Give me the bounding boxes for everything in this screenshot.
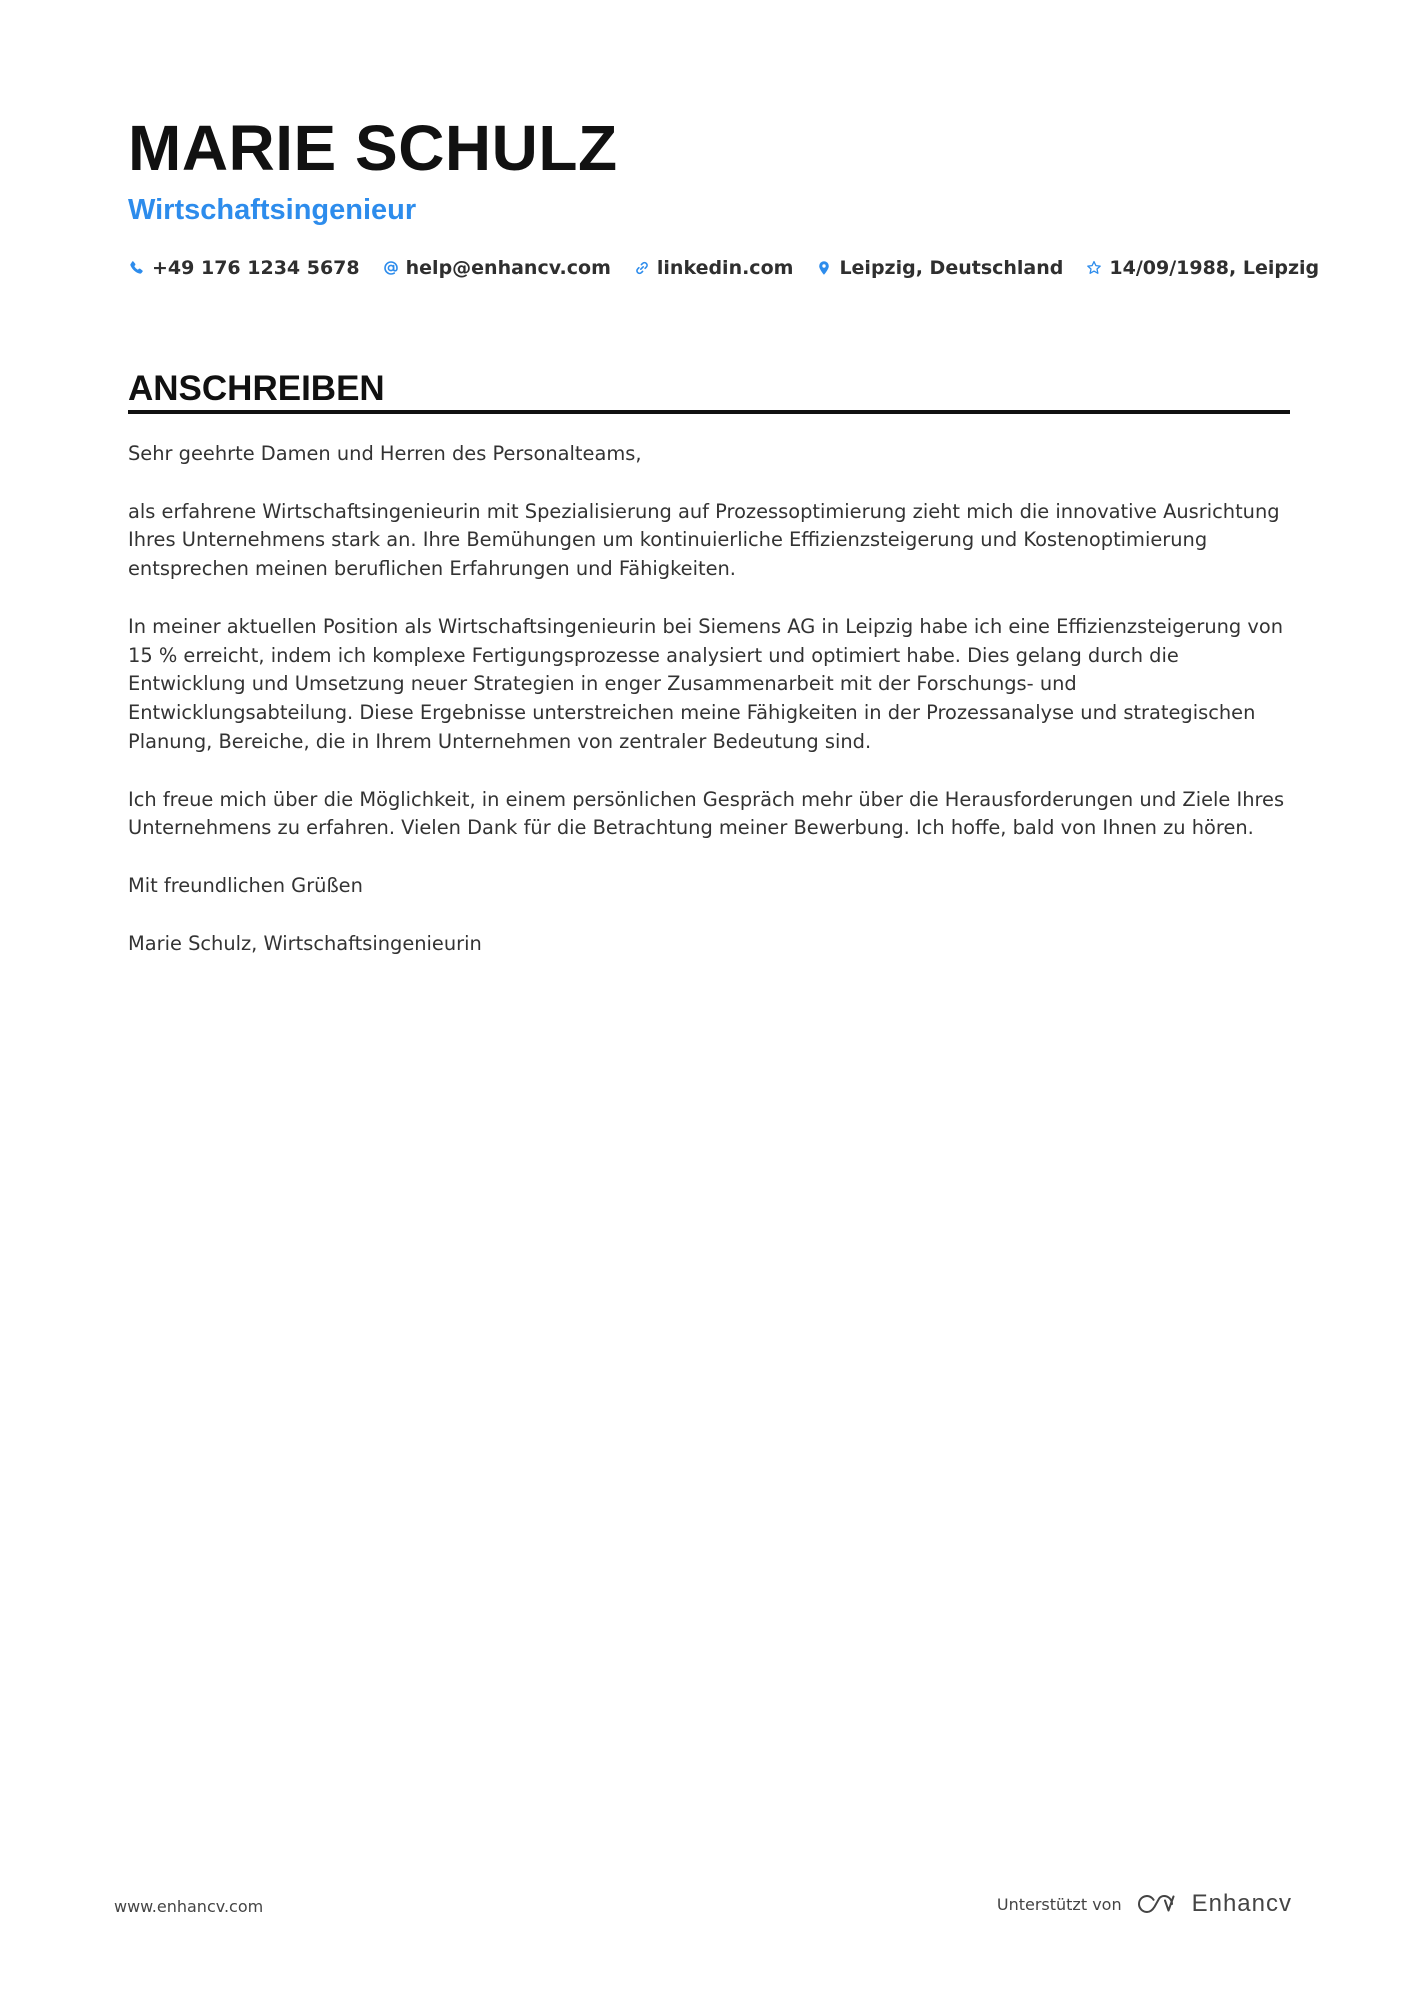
phone-icon bbox=[128, 259, 146, 277]
section-divider bbox=[128, 410, 1290, 414]
section-heading: ANSCHREIBEN bbox=[128, 369, 385, 408]
letter-paragraph: Ich freue mich über die Möglichkeit, in einem persönlichen Gespräch mehr über die Herausforderungen und Ziele Ihres Unternehmens zu erfahren. Vielen Dank für die Betrachtung meiner Bewerbung. Ich hoffe, bald von Ihnen zu hören. bbox=[128, 787, 1285, 840]
contact-linkedin[interactable] bbox=[633, 254, 794, 282]
letter-paragraph: In meiner aktuellen Position als Wirtschaftsingenieurin bei Siemens AG in Leipzig habe ich eine Effizienzsteigerung von 15 % erreicht, indem ich komplexe Fertigungsprozesse analysiert und optimiert habe. Dies gelang durch die Entwicklung und Umsetzung neuer Strategien in enger Zusammenarbeit mit der Forschungs- und Entwicklungsabteilung. Diese Ergebnisse unterstreichen meine Fähigkeiten in der Prozessanalyse und strategischen Planung, Bereiche, die in Ihrem Unternehmen von zentraler Bedeutung sind. bbox=[128, 614, 1284, 753]
at-icon bbox=[382, 259, 400, 277]
powered-by-label: Unterstützt von bbox=[996, 1894, 1122, 1914]
letter-salutation: Sehr geehrte Damen und Herren des Personalteams, bbox=[128, 442, 642, 465]
link-icon bbox=[633, 259, 651, 277]
contact-phone bbox=[128, 254, 360, 282]
contact-linkedin-text: linkedin.com bbox=[656, 257, 794, 279]
contact-location-text: Leipzig, Deutschland bbox=[839, 257, 1064, 279]
enhancv-logo-icon bbox=[1134, 1891, 1180, 1917]
contact-bar bbox=[128, 254, 1341, 282]
footer-url[interactable]: www.enhancv.com bbox=[114, 1897, 264, 1916]
contact-birth bbox=[1085, 254, 1319, 282]
letter-body bbox=[128, 440, 1290, 987]
contact-location bbox=[815, 254, 1063, 282]
star-icon bbox=[1085, 259, 1103, 277]
letter-paragraph: als erfahrene Wirtschaftsingenieurin mit Spezialisierung auf Prozessoptimierung zieht mich die innovative Ausrichtung Ihres Unternehmens stark an. Ihre Bemühungen um kontinuierliche Effizienzsteigerung und Kostenoptimierung entsprechen meinen beruflichen Erfahrungen und Fähigkeiten. bbox=[128, 499, 1280, 581]
footer-brand[interactable] bbox=[997, 1890, 1292, 1918]
letter-signature: Marie Schulz, Wirtschaftsingenieurin bbox=[128, 931, 482, 955]
contact-phone-text: +49 176 1234 5678 bbox=[152, 257, 360, 279]
brand-name: Enhancv bbox=[1191, 1890, 1292, 1917]
letter-closing: Mit freundlichen Grüßen bbox=[128, 873, 363, 897]
contact-email-text: help@enhancv.com bbox=[405, 257, 611, 279]
location-pin-icon bbox=[815, 259, 833, 277]
candidate-name: MARIE SCHULZ bbox=[128, 112, 618, 184]
contact-email[interactable] bbox=[382, 254, 611, 282]
job-title: Wirtschaftsingenieur bbox=[128, 194, 417, 226]
contact-birth-text: 14/09/1988, Leipzig bbox=[1109, 257, 1320, 279]
